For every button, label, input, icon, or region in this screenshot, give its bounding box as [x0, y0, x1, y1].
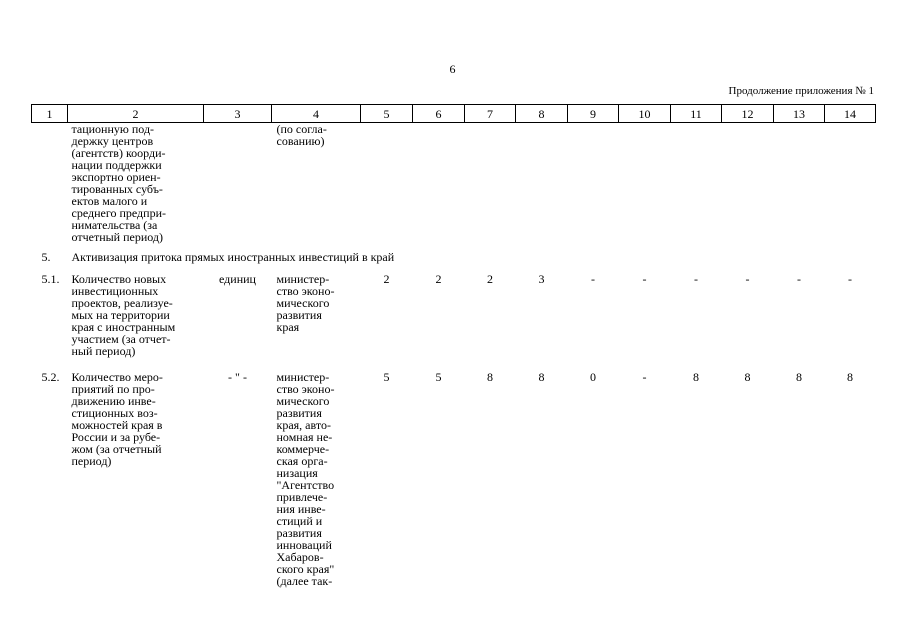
text-line: (далее так- [276, 574, 333, 588]
value-cell: - [797, 272, 801, 286]
text-line: отчетный период) [71, 230, 164, 244]
text-line: приятий по про- [71, 382, 155, 396]
indicator-name-cell [68, 357, 204, 587]
row-number: 5.1. [41, 272, 60, 286]
indicator-name-cell [68, 269, 204, 357]
text-line: среднего предпри- [71, 206, 167, 220]
text-line: держку центров [71, 134, 154, 148]
value-cell: - [848, 272, 852, 286]
text-line: можностей края в [71, 418, 163, 432]
indicators-table [31, 104, 876, 587]
section-title: Активизация притока прямых иностранных инвестиций в край [71, 250, 395, 264]
text-line: инвестиционных [71, 284, 159, 298]
value-cell: 2 [383, 272, 390, 286]
text-line: развития [276, 526, 322, 540]
text-line: нимательства (за [71, 218, 158, 232]
continuation-label: Продолжение приложения № 1 [728, 85, 874, 97]
value-cell: - [694, 272, 698, 286]
value-cell: - [642, 272, 647, 286]
text-line: стиций и [276, 514, 323, 528]
text-line: "Агентство [276, 478, 335, 492]
text-line: развития [276, 406, 322, 420]
responsible-org-cell [272, 269, 361, 357]
text-line: министер- [276, 272, 330, 286]
value-cell: 0 [590, 370, 596, 384]
text-line: Количество новых [71, 272, 167, 286]
value-cell: 8 [693, 370, 699, 384]
section-number: 5. [41, 250, 51, 264]
section-row [32, 243, 876, 269]
column-header: 3 [204, 105, 272, 123]
table-row-continuation [32, 123, 876, 244]
column-header: 13 [774, 105, 825, 123]
value-cell: 3 [538, 272, 545, 286]
text-line: министер- [276, 370, 330, 384]
value-cell: - [591, 272, 595, 286]
text-line: ния инве- [276, 502, 326, 516]
text-line: ство эконо- [276, 382, 335, 396]
text-line: края, авто- [276, 418, 331, 432]
text-line: участием (за отчет- [71, 332, 171, 346]
text-line: тационную под- [71, 122, 155, 136]
value-cell: 5 [435, 370, 442, 384]
table-row [32, 357, 876, 587]
text-line: мического [276, 394, 330, 408]
text-line: ская орга- [276, 454, 328, 468]
value-cell: 2 [487, 272, 493, 286]
text-line: инноваций [276, 538, 332, 552]
text-line: жом (за отчетный [71, 442, 162, 456]
column-header: 1 [32, 105, 68, 123]
row-number: 5.2. [41, 370, 60, 384]
text-line: тированных субъ- [71, 182, 163, 196]
text-line: сованию) [276, 134, 325, 148]
unit-cell: единиц [219, 272, 256, 286]
text-line: ство эконо- [276, 284, 335, 298]
text-line: ского края" [276, 562, 335, 576]
responsible-org-cell [272, 123, 361, 244]
column-header: 2 [68, 105, 204, 123]
text-line: мического [276, 296, 330, 310]
text-line: привлече- [276, 490, 328, 504]
column-header: 6 [413, 105, 465, 123]
text-line: Хабаров- [276, 550, 324, 564]
value-cell: 5 [383, 370, 390, 384]
text-line: края [276, 320, 300, 334]
text-line: движению инве- [71, 394, 156, 408]
value-cell: - [642, 370, 647, 384]
column-header: 7 [465, 105, 516, 123]
responsible-org-cell [272, 357, 361, 587]
value-cell: 8 [487, 370, 493, 384]
column-header: 9 [568, 105, 619, 123]
text-line: России и за рубе- [71, 430, 161, 444]
text-line: развития [276, 308, 322, 322]
indicator-name-cell [68, 123, 204, 244]
value-cell: 8 [847, 370, 853, 384]
text-line: номная не- [276, 430, 333, 444]
text-line: края с иностранным [71, 320, 176, 334]
text-line: ектов малого и [71, 194, 148, 208]
value-cell: 8 [744, 370, 751, 384]
text-line: (агентств) коорди- [71, 146, 166, 160]
text-line: коммерче- [276, 442, 330, 456]
text-line: стиционных воз- [71, 406, 158, 420]
table-row [32, 269, 876, 357]
text-line: нации поддержки [71, 158, 162, 172]
text-line: мых на территории [71, 308, 170, 322]
column-number-header-row [32, 105, 876, 123]
value-cell: - [745, 272, 750, 286]
unit-cell: - " - [228, 370, 247, 384]
value-cell: 8 [796, 370, 802, 384]
text-line: (по согла- [276, 122, 327, 136]
column-header: 14 [825, 105, 876, 123]
text-line: ный период) [71, 344, 136, 358]
text-line: проектов, реализуе- [71, 296, 173, 310]
value-cell: 8 [538, 370, 545, 384]
column-header: 8 [516, 105, 568, 123]
page-number: 6 [449, 62, 456, 76]
value-cell: 2 [435, 272, 442, 286]
text-line: низация [276, 466, 318, 480]
column-header: 5 [361, 105, 413, 123]
column-header: 10 [619, 105, 671, 123]
column-header: 12 [722, 105, 774, 123]
text-line: Количество меро- [71, 370, 163, 384]
column-header: 4 [272, 105, 361, 123]
text-line: период) [71, 454, 112, 468]
column-header: 11 [671, 105, 722, 123]
text-line: экспортно ориен- [71, 170, 161, 184]
